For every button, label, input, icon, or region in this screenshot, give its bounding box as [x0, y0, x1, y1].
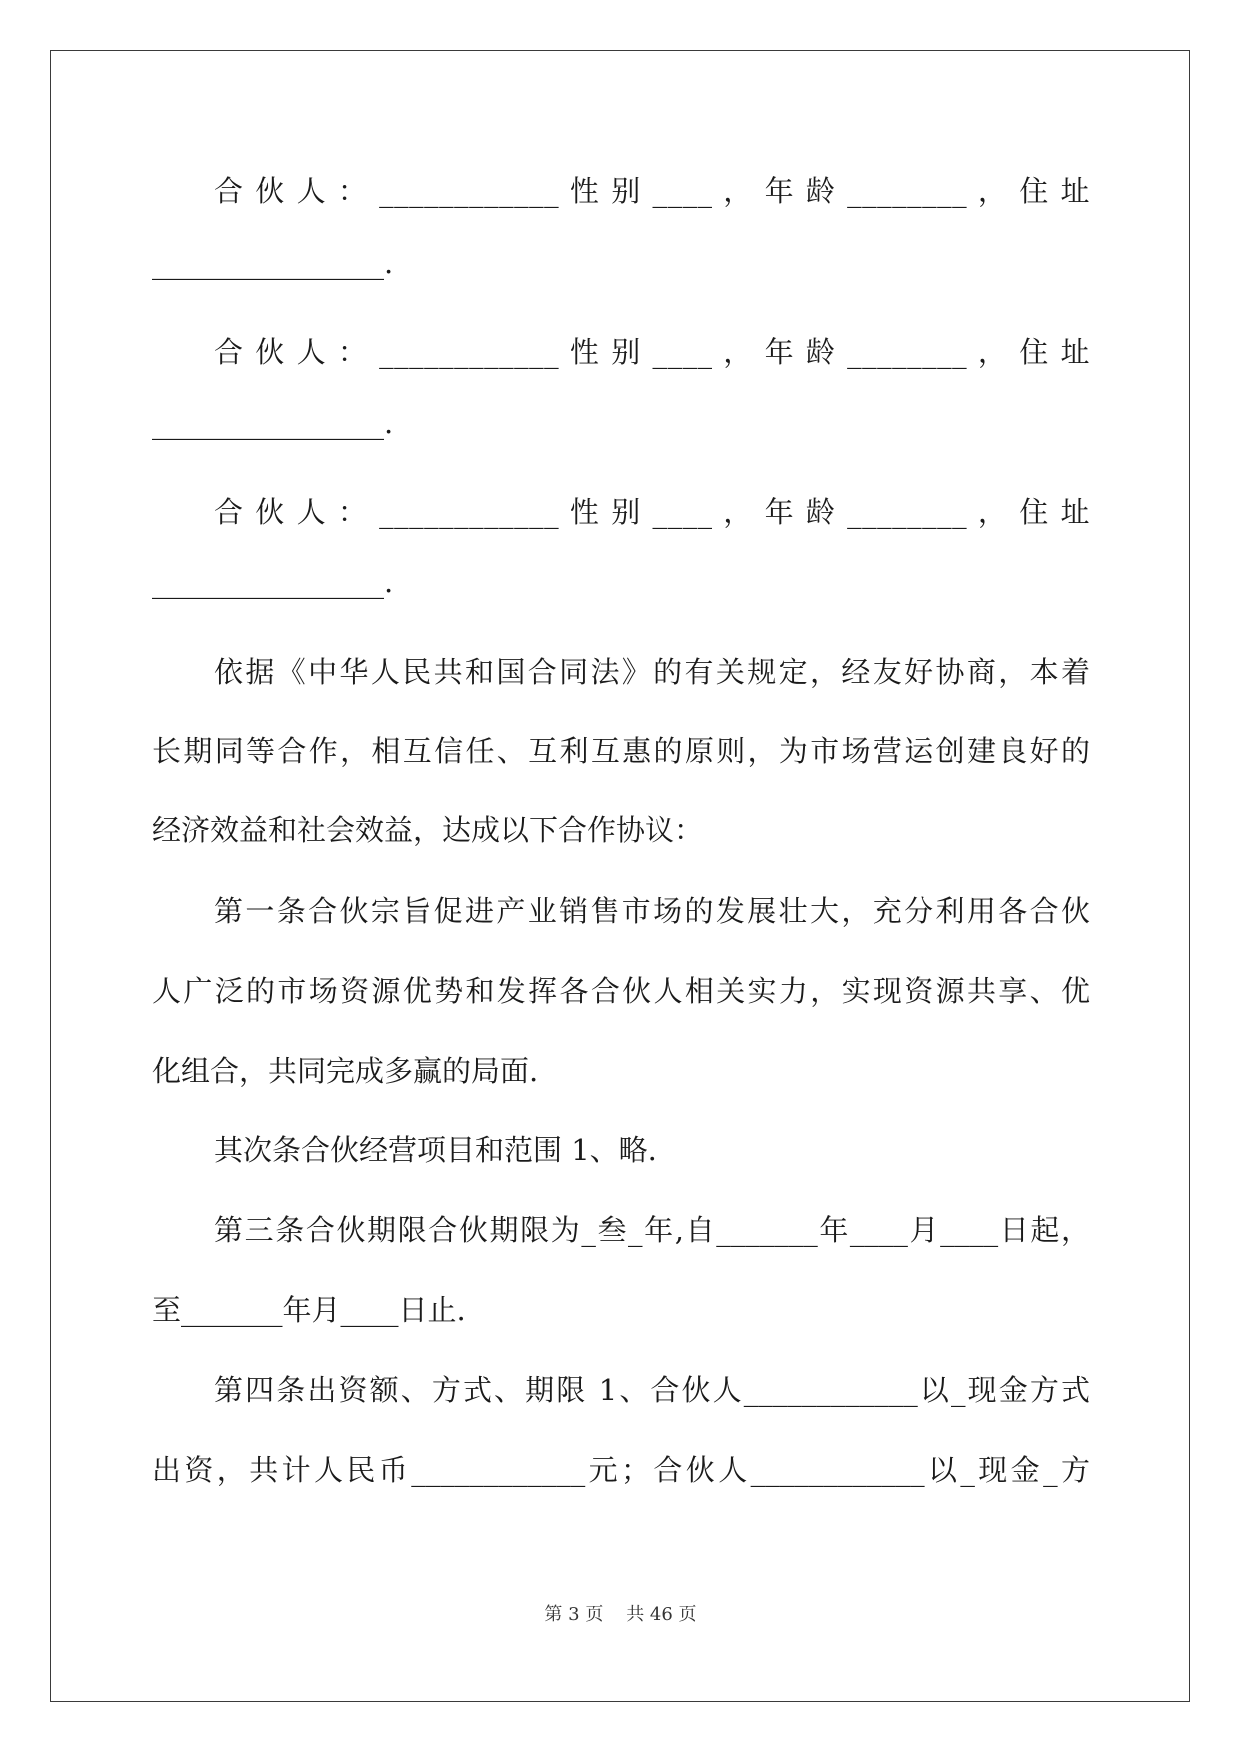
article-1-line-2: 人广泛的市场资源优势和发挥各合伙人相关实力，实现资源共享、优 — [152, 974, 1090, 1008]
article-4-line-1: 第四条出资额、方式、期限 1、合伙人____________以_现金方式 — [214, 1373, 1090, 1407]
partner-line-1: 合 伙 人 ： ____________ 性 别 ____ ， 年 龄 ________ ， 住 址 — [214, 174, 1090, 208]
preamble-line-2: 长期同等合作，相互信任、互利互惠的原则，为市场营运创建良好的 — [152, 734, 1090, 768]
address-blank-2: ________________. — [152, 406, 394, 440]
preamble-line-3: 经济效益和社会效益，达成以下合作协议： — [152, 813, 704, 847]
page-number-footer: 第 3 页 共 46 页 — [544, 1604, 697, 1625]
preamble-line-1: 依据《中华人民共和国合同法》的有关规定，经友好协商，本着 — [214, 655, 1090, 689]
article-4-line-2: 出资，共计人民币____________元；合伙人____________以_现金_方 — [152, 1453, 1090, 1487]
article-3-line-2: 至_______年月____日止. — [152, 1293, 466, 1327]
partner-line-3: 合 伙 人 ： ____________ 性 别 ____ ， 年 龄 ________ ， 住 址 — [214, 495, 1090, 529]
article-1-line-3: 化组合，共同完成多赢的局面. — [152, 1054, 539, 1088]
article-1-line-1: 第一条合伙宗旨促进产业销售市场的发展壮大，充分利用各合伙 — [214, 894, 1090, 928]
address-blank-1: ________________. — [152, 246, 394, 280]
article-3-line-1: 第三条合伙期限合伙期限为_叁_年,自_______年____月____日起， — [214, 1213, 1090, 1247]
partner-line-2: 合 伙 人 ： ____________ 性 别 ____ ， 年 龄 ________ ， 住 址 — [214, 335, 1090, 369]
article-2-line: 其次条合伙经营项目和范围 1、略. — [214, 1133, 657, 1167]
address-blank-3: ________________. — [152, 565, 394, 599]
